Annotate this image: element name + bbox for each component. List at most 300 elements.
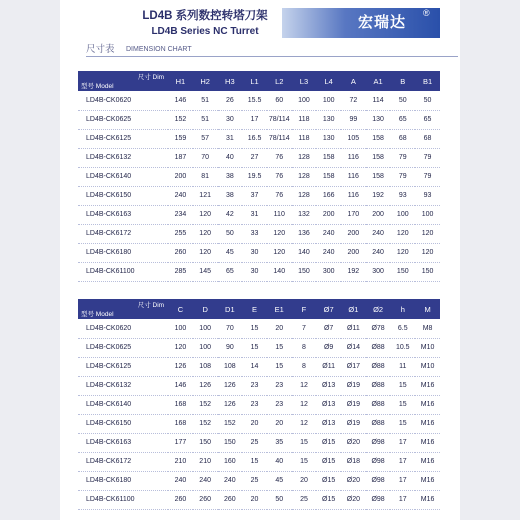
value-cell: 76 [267, 148, 292, 167]
value-cell: 50 [390, 91, 415, 110]
value-cell: Ø20 [341, 471, 366, 490]
column-header: D [193, 299, 218, 319]
value-cell: 120 [193, 205, 218, 224]
value-cell: 116 [341, 167, 366, 186]
model-cell: LD4B-CK6172 [78, 224, 168, 243]
value-cell: 15 [292, 433, 317, 452]
value-cell: Ø13 [316, 376, 341, 395]
value-cell: Ø20 [341, 433, 366, 452]
value-cell: 152 [218, 414, 243, 433]
value-cell: Ø19 [341, 395, 366, 414]
value-cell: 120 [168, 338, 193, 357]
value-cell: 17 [390, 452, 415, 471]
value-cell: 116 [341, 148, 366, 167]
table-header-row [78, 299, 440, 319]
model-cell: LD4B-CK6140 [78, 167, 168, 186]
value-cell: 260 [193, 490, 218, 509]
value-cell: 300 [316, 262, 341, 281]
table-row [78, 243, 440, 262]
table-row [78, 471, 440, 490]
model-cell: LD4B-CK0625 [78, 338, 168, 357]
value-cell: 159 [168, 129, 193, 148]
value-cell: Ø88 [366, 376, 391, 395]
value-cell: M16 [415, 376, 440, 395]
value-cell: M16 [415, 490, 440, 509]
value-cell: 210 [168, 452, 193, 471]
table-row [78, 186, 440, 205]
value-cell: 65 [390, 110, 415, 129]
table-row [78, 319, 440, 338]
value-cell: 132 [292, 205, 317, 224]
value-cell: 57 [193, 129, 218, 148]
value-cell: Ø88 [366, 414, 391, 433]
value-cell: 65 [415, 110, 440, 129]
value-cell: 110 [267, 205, 292, 224]
value-cell: 136 [292, 224, 317, 243]
value-cell: 23 [267, 376, 292, 395]
value-cell: 240 [366, 243, 391, 262]
table-corner-cell [78, 71, 168, 91]
value-cell: 19.5 [242, 167, 267, 186]
column-header: E1 [267, 299, 292, 319]
value-cell: 200 [341, 224, 366, 243]
value-cell: Ø15 [316, 471, 341, 490]
value-cell: 99 [341, 110, 366, 129]
value-cell: 76 [267, 167, 292, 186]
value-cell: 10.5 [390, 338, 415, 357]
column-header: Ø1 [341, 299, 366, 319]
table-row [78, 414, 440, 433]
value-cell: 240 [218, 471, 243, 490]
value-cell: 100 [390, 205, 415, 224]
value-cell: 20 [267, 414, 292, 433]
value-cell: Ø15 [316, 452, 341, 471]
corner-dim-label: 尺寸 Dim [137, 302, 165, 309]
value-cell: Ø98 [366, 452, 391, 471]
value-cell: Ø88 [366, 338, 391, 357]
value-cell: 158 [316, 167, 341, 186]
value-cell: 100 [316, 91, 341, 110]
column-header: D1 [218, 299, 243, 319]
value-cell: 130 [366, 110, 391, 129]
value-cell: 68 [390, 129, 415, 148]
model-cell: LD4B-CK6163 [78, 433, 168, 452]
value-cell: 79 [415, 167, 440, 186]
value-cell: 31 [218, 129, 243, 148]
value-cell: Ø19 [341, 376, 366, 395]
value-cell: 50 [415, 91, 440, 110]
value-cell: 170 [341, 205, 366, 224]
value-cell: 166 [316, 186, 341, 205]
value-cell: 200 [316, 205, 341, 224]
value-cell: 255 [168, 224, 193, 243]
column-header: A [341, 71, 366, 91]
value-cell: 158 [366, 148, 391, 167]
value-cell: 93 [415, 186, 440, 205]
value-cell: 38 [218, 167, 243, 186]
value-cell: 20 [242, 490, 267, 509]
brand-logo: 宏瑞达 [357, 14, 406, 31]
column-header: F [292, 299, 317, 319]
value-cell: 158 [316, 148, 341, 167]
value-cell: 16.5 [242, 129, 267, 148]
model-cell: LD4B-CK6132 [78, 376, 168, 395]
value-cell: 260 [218, 490, 243, 509]
table-row [78, 338, 440, 357]
value-cell: 100 [193, 338, 218, 357]
value-cell: 15 [267, 357, 292, 376]
value-cell: 90 [218, 338, 243, 357]
value-cell: 45 [218, 243, 243, 262]
value-cell: 6.5 [390, 319, 415, 338]
section-label-cn: 尺寸表 [86, 44, 115, 55]
column-header: Ø7 [316, 299, 341, 319]
table-corner-cell [78, 299, 168, 319]
value-cell: 37 [242, 186, 267, 205]
value-cell: M16 [415, 395, 440, 414]
value-cell: 79 [415, 148, 440, 167]
value-cell: 30 [242, 243, 267, 262]
value-cell: Ø78 [366, 319, 391, 338]
value-cell: 7 [292, 319, 317, 338]
table-row [78, 91, 440, 110]
model-cell: LD4B-CK6163 [78, 205, 168, 224]
value-cell: 25 [242, 433, 267, 452]
dimension-table-1 [78, 71, 440, 282]
value-cell: Ø13 [316, 395, 341, 414]
value-cell: 150 [415, 262, 440, 281]
value-cell: 108 [193, 357, 218, 376]
section-header [78, 42, 458, 57]
model-cell: LD4B-CK6140 [78, 395, 168, 414]
value-cell: 240 [316, 243, 341, 262]
value-cell: Ø18 [341, 452, 366, 471]
value-cell: 260 [168, 490, 193, 509]
table-row [78, 148, 440, 167]
model-cell: LD4B-CK6150 [78, 186, 168, 205]
value-cell: 15 [267, 338, 292, 357]
value-cell: 260 [168, 243, 193, 262]
value-cell: 150 [390, 262, 415, 281]
value-cell: 100 [415, 205, 440, 224]
model-cell: LD4B-CK0620 [78, 319, 168, 338]
model-cell: LD4B-CK61100 [78, 262, 168, 281]
value-cell: Ø11 [316, 357, 341, 376]
value-cell: 12 [292, 395, 317, 414]
value-cell: 27 [242, 148, 267, 167]
value-cell: Ø17 [341, 357, 366, 376]
value-cell: 68 [415, 129, 440, 148]
value-cell: 128 [292, 148, 317, 167]
value-cell: 120 [415, 224, 440, 243]
value-cell: 200 [168, 167, 193, 186]
value-cell: 150 [218, 433, 243, 452]
column-header: Ø2 [366, 299, 391, 319]
value-cell: 140 [292, 243, 317, 262]
value-cell: 130 [316, 129, 341, 148]
value-cell: 20 [292, 471, 317, 490]
column-header: L1 [242, 71, 267, 91]
model-cell: LD4B-CK6172 [78, 452, 168, 471]
column-header: A1 [366, 71, 391, 91]
model-cell: LD4B-CK61100 [78, 490, 168, 509]
value-cell: 70 [218, 319, 243, 338]
model-cell: LD4B-CK6180 [78, 471, 168, 490]
section-divider [86, 56, 458, 57]
value-cell: 30 [242, 262, 267, 281]
dimension-table-2 [78, 299, 440, 510]
table-row [78, 205, 440, 224]
value-cell: 15 [390, 376, 415, 395]
model-cell: LD4B-CK6125 [78, 357, 168, 376]
value-cell: 100 [292, 91, 317, 110]
column-header: h [390, 299, 415, 319]
value-cell: Ø98 [366, 433, 391, 452]
value-cell: M16 [415, 452, 440, 471]
value-cell: 38 [218, 186, 243, 205]
value-cell: Ø11 [341, 319, 366, 338]
value-cell: 51 [193, 110, 218, 129]
value-cell: 20 [242, 414, 267, 433]
corner-model-label: 型号 Model [81, 311, 114, 318]
value-cell: 20 [267, 319, 292, 338]
value-cell: Ø13 [316, 414, 341, 433]
value-cell: 50 [267, 490, 292, 509]
value-cell: 45 [267, 471, 292, 490]
value-cell: 12 [292, 414, 317, 433]
value-cell: 200 [366, 205, 391, 224]
value-cell: M8 [415, 319, 440, 338]
value-cell: Ø19 [341, 414, 366, 433]
value-cell: 120 [193, 224, 218, 243]
value-cell: 23 [267, 395, 292, 414]
value-cell: 31 [242, 205, 267, 224]
value-cell: 168 [168, 414, 193, 433]
value-cell: 128 [292, 186, 317, 205]
corner-dim-label: 尺寸 Dim [137, 74, 165, 81]
table-header-row [78, 71, 440, 91]
value-cell: 120 [415, 243, 440, 262]
value-cell: 118 [292, 129, 317, 148]
value-cell: 15 [292, 452, 317, 471]
value-cell: 108 [218, 357, 243, 376]
table-row [78, 357, 440, 376]
table-row [78, 224, 440, 243]
value-cell: Ø98 [366, 471, 391, 490]
value-cell: 128 [292, 167, 317, 186]
value-cell: 118 [292, 110, 317, 129]
value-cell: M16 [415, 471, 440, 490]
value-cell: M16 [415, 414, 440, 433]
value-cell: 70 [193, 148, 218, 167]
table-row [78, 395, 440, 414]
value-cell: 11 [390, 357, 415, 376]
value-cell: 72 [341, 91, 366, 110]
value-cell: 50 [218, 224, 243, 243]
column-header: M [415, 299, 440, 319]
value-cell: 240 [193, 471, 218, 490]
column-header: L2 [267, 71, 292, 91]
value-cell: 114 [366, 91, 391, 110]
column-header: H1 [168, 71, 193, 91]
value-cell: 12 [292, 376, 317, 395]
value-cell: 158 [366, 167, 391, 186]
table-row [78, 433, 440, 452]
model-cell: LD4B-CK0625 [78, 110, 168, 129]
table-row [78, 110, 440, 129]
value-cell: 120 [267, 224, 292, 243]
table-row [78, 167, 440, 186]
value-cell: 8 [292, 338, 317, 357]
value-cell: 35 [267, 433, 292, 452]
registered-mark: ® [423, 8, 430, 18]
corner-model-label: 型号 Model [81, 83, 114, 90]
value-cell: 126 [218, 395, 243, 414]
table-row [78, 129, 440, 148]
value-cell: Ø88 [366, 357, 391, 376]
value-cell: Ø7 [316, 319, 341, 338]
page-title-en: LD4B Series NC Turret [151, 26, 259, 37]
value-cell: 152 [193, 395, 218, 414]
value-cell: 168 [168, 395, 193, 414]
value-cell: 78/114 [267, 129, 292, 148]
column-header: L4 [316, 71, 341, 91]
value-cell: Ø88 [366, 395, 391, 414]
value-cell: Ø15 [316, 433, 341, 452]
value-cell: 150 [193, 433, 218, 452]
section-label-en: DIMENSION CHART [126, 46, 192, 53]
value-cell: 150 [292, 262, 317, 281]
value-cell: 116 [341, 186, 366, 205]
value-cell: 15 [242, 338, 267, 357]
value-cell: 126 [218, 376, 243, 395]
model-cell: LD4B-CK6180 [78, 243, 168, 262]
value-cell: 100 [168, 319, 193, 338]
value-cell: M10 [415, 338, 440, 357]
value-cell: 100 [193, 319, 218, 338]
value-cell: 120 [267, 243, 292, 262]
column-header: B [390, 71, 415, 91]
value-cell: 200 [341, 243, 366, 262]
value-cell: 126 [168, 357, 193, 376]
value-cell: 146 [168, 91, 193, 110]
value-cell: 130 [316, 110, 341, 129]
value-cell: 152 [168, 110, 193, 129]
column-header: H3 [218, 71, 243, 91]
value-cell: 42 [218, 205, 243, 224]
value-cell: 40 [218, 148, 243, 167]
column-header: H2 [193, 71, 218, 91]
value-cell: 23 [242, 376, 267, 395]
value-cell: 93 [390, 186, 415, 205]
value-cell: 15 [242, 319, 267, 338]
model-cell: LD4B-CK6125 [78, 129, 168, 148]
value-cell: M10 [415, 357, 440, 376]
value-cell: 23 [242, 395, 267, 414]
model-cell: LD4B-CK6150 [78, 414, 168, 433]
value-cell: 40 [267, 452, 292, 471]
value-cell: 76 [267, 186, 292, 205]
column-header: E [242, 299, 267, 319]
value-cell: 120 [390, 243, 415, 262]
value-cell: 25 [292, 490, 317, 509]
value-cell: 79 [390, 167, 415, 186]
value-cell: Ø20 [341, 490, 366, 509]
value-cell: 240 [168, 471, 193, 490]
value-cell: 81 [193, 167, 218, 186]
value-cell: 234 [168, 205, 193, 224]
table-row [78, 262, 440, 281]
value-cell: 15.5 [242, 91, 267, 110]
value-cell: 210 [193, 452, 218, 471]
value-cell: 51 [193, 91, 218, 110]
value-cell: 17 [390, 490, 415, 509]
value-cell: M16 [415, 433, 440, 452]
value-cell: 17 [390, 433, 415, 452]
value-cell: 187 [168, 148, 193, 167]
value-cell: 285 [168, 262, 193, 281]
value-cell: 120 [193, 243, 218, 262]
value-cell: Ø98 [366, 490, 391, 509]
value-cell: 25 [242, 471, 267, 490]
value-cell: 60 [267, 91, 292, 110]
value-cell: 79 [390, 148, 415, 167]
value-cell: 8 [292, 357, 317, 376]
value-cell: 192 [366, 186, 391, 205]
value-cell: 152 [193, 414, 218, 433]
value-cell: 192 [341, 262, 366, 281]
value-cell: 146 [168, 376, 193, 395]
value-cell: 15 [390, 414, 415, 433]
value-cell: 17 [390, 471, 415, 490]
value-cell: 240 [366, 224, 391, 243]
value-cell: 33 [242, 224, 267, 243]
value-cell: 140 [267, 262, 292, 281]
column-header: B1 [415, 71, 440, 91]
value-cell: 105 [341, 129, 366, 148]
value-cell: 240 [168, 186, 193, 205]
column-header: L3 [292, 71, 317, 91]
value-cell: 78/114 [267, 110, 292, 129]
page-title-cn: LD4B 系列数控转塔刀架 [142, 10, 268, 22]
value-cell: Ø14 [341, 338, 366, 357]
table-row [78, 452, 440, 471]
table-row [78, 490, 440, 509]
value-cell: 26 [218, 91, 243, 110]
value-cell: 15 [242, 452, 267, 471]
model-cell: LD4B-CK0620 [78, 91, 168, 110]
column-header: C [168, 299, 193, 319]
value-cell: 65 [218, 262, 243, 281]
value-cell: Ø9 [316, 338, 341, 357]
table-row [78, 376, 440, 395]
value-cell: 160 [218, 452, 243, 471]
value-cell: 177 [168, 433, 193, 452]
value-cell: 15 [390, 395, 415, 414]
value-cell: Ø15 [316, 490, 341, 509]
value-cell: 240 [316, 224, 341, 243]
value-cell: 120 [390, 224, 415, 243]
value-cell: 14 [242, 357, 267, 376]
value-cell: 145 [193, 262, 218, 281]
value-cell: 158 [366, 129, 391, 148]
value-cell: 126 [193, 376, 218, 395]
value-cell: 121 [193, 186, 218, 205]
model-cell: LD4B-CK6132 [78, 148, 168, 167]
value-cell: 300 [366, 262, 391, 281]
value-cell: 30 [218, 110, 243, 129]
value-cell: 17 [242, 110, 267, 129]
